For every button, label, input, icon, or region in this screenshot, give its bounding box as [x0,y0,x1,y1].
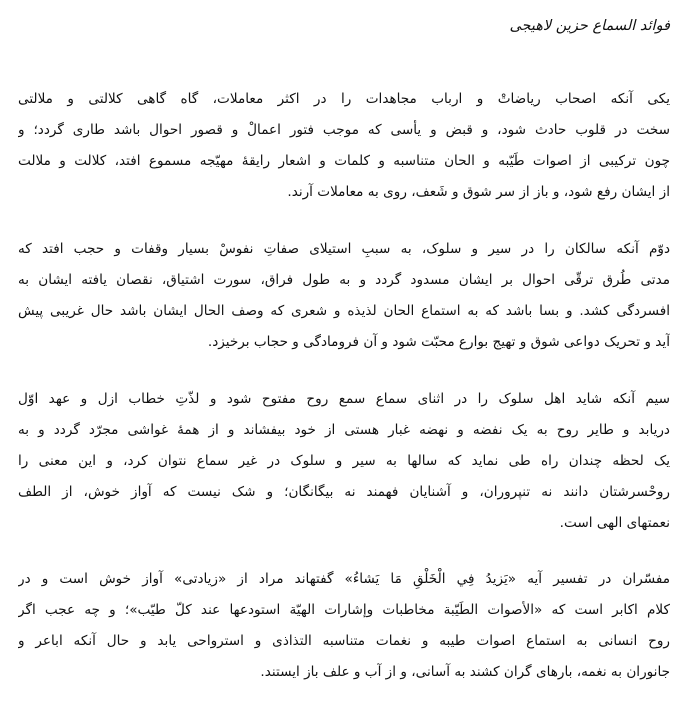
paragraph-line: سیم آنکه شاید اهل سلوک را در اثنای سماع سمع روح مفتوح شود و لذّتِ خطاب ازل و عهد اوّل [18,391,670,407]
paragraph-line: دوّم آنکه سالکان را در سیر و سلوک، به سببِ استیلای صفاتِ نفوسْ بسیار وقفات و حجب افتد که [18,241,670,257]
paragraph-line: دریابد و طایر روح به یک نفضه و نهضه غبار هستی از خود بیفشاند و از همهٔ غواشی مجرّد گردد و به [18,422,670,438]
paragraph-line: نعمتهای الهی است. [559,515,670,531]
paragraph-line: مفسّران در تفسیر آیه «یَزیدُ فِي الْخَلْقِ مَا یَشاءُ» گفتهاند مراد از «زیادتی» آواز خوش است و در [18,571,670,587]
paragraph-line: جانوران به نغمه، بارهای گران کشند به آسانی، و از آب و علف باز ایستند. [260,664,670,680]
paragraph-line: از ایشان رفع شود، و باز از سر شوق و شَعف، روی به معاملات آرند. [287,184,670,200]
paragraph-line: روحْسرشتان دانند نه تنپروران، و آشنایان فهمند نه بیگانگان؛ و شک نیست که آواز خوش، از الطف [18,484,670,500]
paragraph-line: روح انسانی به استماع اصوات طیبه و نغمات متناسبه التذاذی و استرواحی یابد و حال آنکه اباعر و [18,633,670,649]
paragraph-3 [18,384,670,539]
paragraph-line: آید و تحریک دواعی شوق و تهیج بوارع محبّت شود و آن فرومادگی و حجاب برخیزد. [207,334,670,350]
paragraph-2 [18,234,670,358]
paragraph-line: مدتی طُرق ترقّی احوال بر ایشان مسدود گردد و به طول فراق، سورت اشتیاق، نقصان یافته ایشان به [18,272,670,288]
paragraph-4 [18,564,670,688]
document-page [18,0,670,717]
paragraph-line: یکی آنکه اصحاب ریاضاتْ و ارباب مجاهدات را در اکثر معاملات، گاه گاهی کلالتی و ملالتی [18,91,670,107]
paragraph-line: چون ترکیبی از اصوات طَیّبه و الحان متناسبه و کلمات و اشعار رایقهٔ مهیّجه مسموع افتد، کلالت و ملالت [18,153,670,169]
paragraph-line: سخت در قلوب حادث شود، و قبض و یأسی که موجب فتور اعمالْ و قصور احوال باشد طاری گردد؛ و [18,122,670,138]
paragraph-line: کلام اکابر است که «الأصوات الطَیّبة مخاطبات وإشارات الهیّة استودعها عند کلّ طیّب»؛ و چه عجب اگر [18,602,670,618]
document-title: فوائد السماع حزین لاهیجی [509,18,670,34]
paragraph-line: افسردگی کشد. و بسا باشد که به استماع الحان لذیذه و شعری که وصف الحال ایشان باشد حال غریبی پیش [18,303,670,319]
paragraph-1 [18,84,670,208]
paragraph-line: یک لحظه چندان راه طی نماید که سالها به سیر و سلوک در غیر سماع نتوان کرد، و این معنی را [18,453,670,469]
